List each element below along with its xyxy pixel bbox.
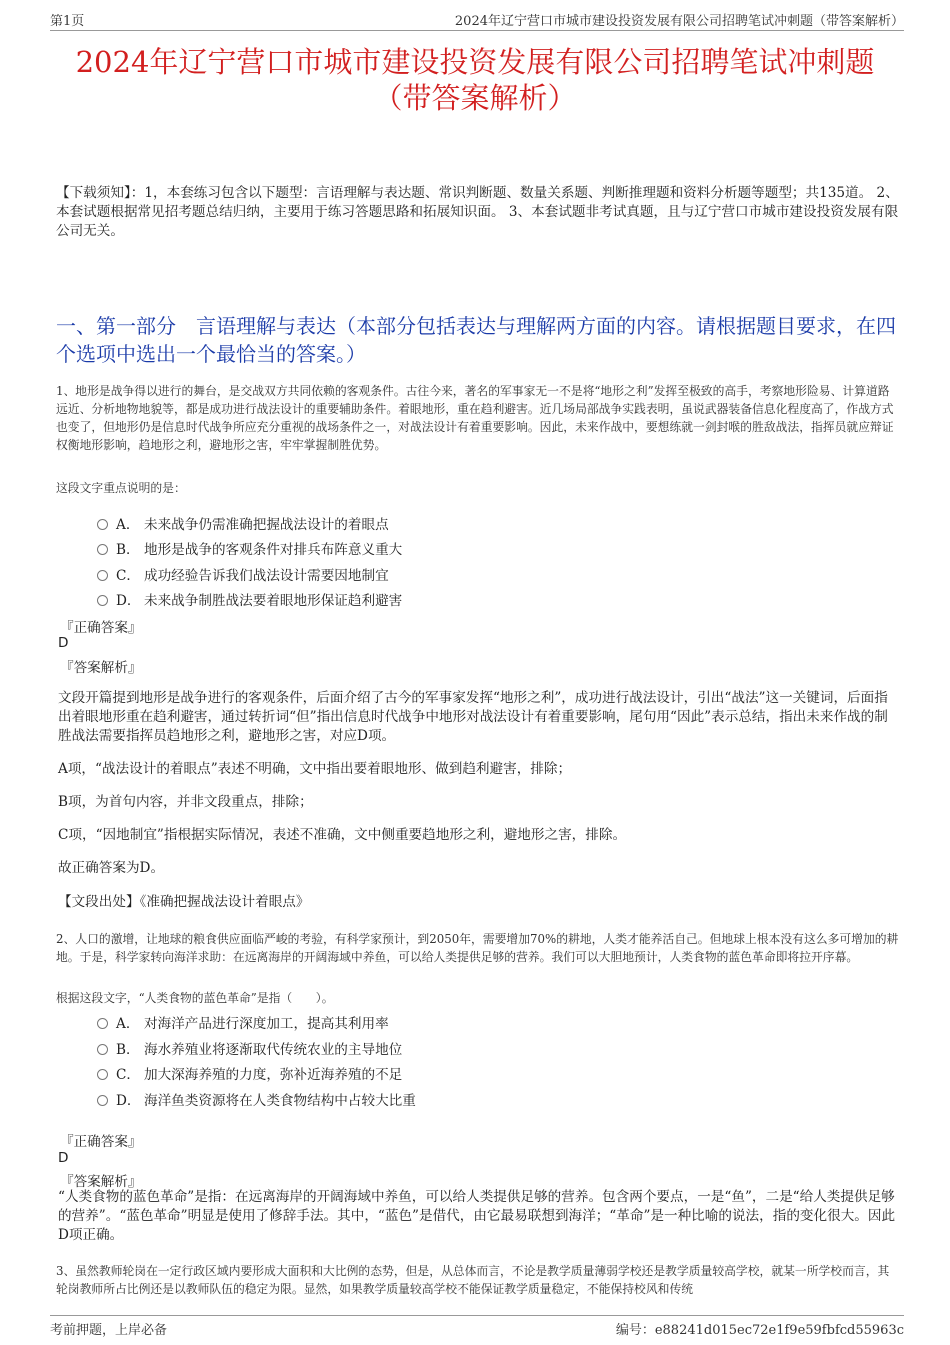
q1-analysis-p2: A项，“战法设计的着眼点”表述不明确，文中指出要着眼地形、做到趋利避害，排除； [58,761,572,777]
radio-icon[interactable] [97,1069,108,1080]
title-line-2: （带答案解析） [373,81,577,115]
q1-passage: 1、地形是战争得以进行的舞台，是交战双方共同依赖的客观条件。古往今来，著名的军事家无一不是将“地形之利”发挥至极致的高手，考察地形险易、计算道路远近、分析地物地貌等，都是成功进行战法设计的重要辅助条件。着眼地形，重在趋利避害。近几场局部战争实践表明，虽说武器装备信息化程度高了，作战方式也变了，但地形仍是信息时代战争所应充分重视的战场条件之一，对战法设计有着重要影响。因此，未来作战中，要想练就一剑封喉的胜敌战法，指挥员就应辩证权衡地形影响，趋地形之利，避地形之害，牢牢掌握制胜优势。 [56,384,894,452]
q1-analysis-p1: 文段开篇提到地形是战争进行的客观条件，后面介绍了古今的军事家发挥“地形之利”，成功进行战法设计，引出“战法”这一关键词，后面指出着眼地形重在趋利避害，通过转折词“但”指出信息时代战争中地形对战法设计有着重要影响，尾句用“因此”表示总结，指出未来作战的制胜战法需要指挥员趋地形之利，避地形之害，对应D项。 [58,690,888,744]
q1-option-c[interactable]: C． 成功经验告诉我们战法设计需要因地制宜 [97,564,389,584]
q1-answer-label: 『正确答案』 [60,620,142,636]
q2-question: 根据这段文字，“人类食物的蓝色革命”是指（ ）。 [56,991,334,1005]
q2-answer-label: 『正确答案』 [60,1134,142,1150]
q1-question: 这段文字重点说明的是： [56,481,186,495]
q1-analysis-p3: B项，为首句内容，并非文段重点，排除； [58,794,313,810]
q3-passage: 3、虽然教师轮岗在一定行政区域内要形成大面积和大比例的态势，但是，从总体而言，不论是教学质量薄弱学校还是教学质量较高学校，就某一所学校而言，其轮岗教师所占比例还是以教师队伍的稳定为限。显然，如果教学质量较高学校不能保证教学质量稳定，不能保持校风和传统 [56,1264,890,1296]
q2-passage: 2、人口的激增，让地球的粮食供应面临严峻的考验，有科学家预计，到2050年，需要增加70%的耕地，人类才能养活自己。但地球上根本没有这么多可增加的耕地。于是，科学家转向海洋求助：在远离海岸的开阔海域中养鱼，可以给人类提供足够的营养。我们可以大胆地预计，人类食物的蓝色革命即将拉开序幕。 [56,932,899,964]
q2-analysis: “人类食物的蓝色革命”是指：在远离海岸的开阔海域中养鱼，可以给人类提供足够的营养。包含两个要点，一是“鱼”，二是“给人类提供足够的营养”。“蓝色革命”明显是使用了修辞手法。其中，“蓝色”是借代，由它最易联想到海洋；“革命”是一种比喻的说法，指的变化很大。因此D项正确。 [58,1189,896,1243]
radio-icon[interactable] [97,570,108,581]
q2-option-b[interactable]: B． 海水养殖业将逐渐取代传统农业的主导地位 [97,1038,402,1058]
q2-answer: D [58,1150,69,1166]
document-title [40,44,910,116]
q1-option-a[interactable]: A． 未来战争仍需准确把握战法设计的着眼点 [97,513,389,533]
q2-option-a[interactable]: A． 对海洋产品进行深度加工，提高其利用率 [97,1012,389,1032]
page-number: 第1页 [50,14,85,29]
title-line-1: 2024年辽宁营口市城市建设投资发展有限公司招聘笔试冲刺题 [75,45,875,79]
radio-icon[interactable] [97,519,108,530]
q2-option-c[interactable]: C． 加大深海养殖的力度，弥补近海养殖的不足 [97,1063,402,1083]
q1-source: 【文段出处】《准确把握战法设计着眼点》 [58,894,310,910]
page-header [50,8,904,31]
radio-icon[interactable] [97,1095,108,1106]
q1-option-d[interactable]: D． 未来战争制胜战法要着眼地形保证趋利避害 [97,589,402,609]
radio-icon[interactable] [97,544,108,555]
page-footer [50,1315,904,1336]
header-doc-title: 2024年辽宁营口市城市建设投资发展有限公司招聘笔试冲刺题（带答案解析） [454,14,904,29]
footer-slogan: 考前押题，上岸必备 [50,1323,168,1338]
q1-analysis-p5: 故正确答案为D。 [58,860,165,876]
footer-doc-id: 编号：e88241d015ec72e1f9e59fbfcd55963c [615,1323,904,1338]
q1-answer: D [58,635,69,651]
q1-option-b[interactable]: B． 地形是战争的客观条件对排兵布阵意义重大 [97,538,402,558]
q2-analysis-label: 『答案解析』 [60,1174,142,1190]
q1-analysis-p4: C项，“因地制宜”指根据实际情况，表述不准确，文中侧重要趋地形之利，避地形之害，排除。 [58,827,627,843]
radio-icon[interactable] [97,1018,108,1029]
q1-analysis-label: 『答案解析』 [60,660,142,676]
section-heading: 一、第一部分 言语理解与表达（本部分包括表达与理解两方面的内容。请根据题目要求，在四个选项中选出一个最恰当的答案。） [56,314,896,366]
radio-icon[interactable] [97,595,108,606]
radio-icon[interactable] [97,1044,108,1055]
q2-option-d[interactable]: D． 海洋鱼类资源将在人类食物结构中占较大比重 [97,1089,416,1109]
download-notice: 【下载须知】：1，本套练习包含以下题型：言语理解与表达题、常识判断题、数量关系题、判断推理题和资料分析题等题型；共135道。 2、本套试题根据常见招考题总结归纳，主要用于练习答题思路和拓展知识面。 3、本套试题非考试真题，且与辽宁营口市城市建设投资发展有限公司无关。 [56,185,899,239]
